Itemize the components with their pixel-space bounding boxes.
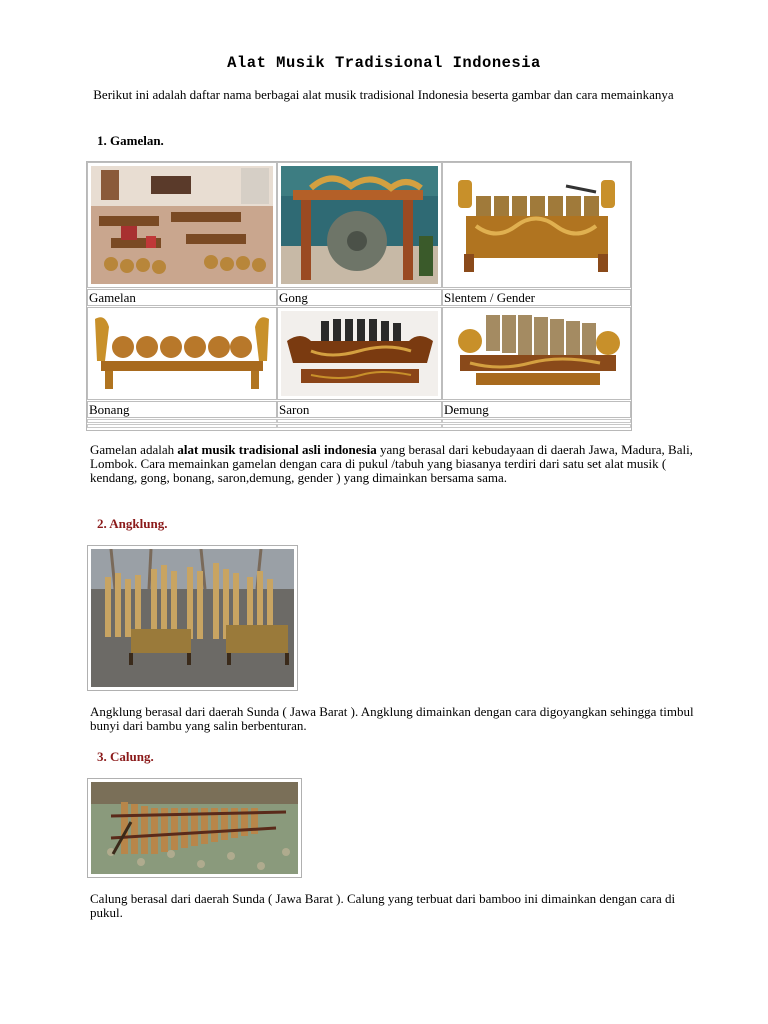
- gamelan-image: [91, 166, 273, 284]
- angklung-image-frame: [87, 545, 298, 691]
- caption-saron: Saron: [277, 401, 442, 418]
- slentem-image-cell: [442, 162, 631, 288]
- caption-demung: Demung: [442, 401, 631, 418]
- calung-heading: 3. Calung.: [97, 749, 154, 764]
- empty-row-cell: [87, 424, 277, 428]
- saron-image: [281, 311, 438, 396]
- intro-text: Berikut ini adalah daftar nama berbagai alat musik tradisional Indonesia beserta gambar dan cara memainkanya: [93, 87, 674, 102]
- page-title: Alat Musik Tradisional Indonesia: [227, 54, 541, 72]
- caption-bonang: Bonang: [87, 401, 277, 418]
- calung-image-frame: [87, 778, 302, 878]
- caption-gong: Gong: [277, 289, 442, 306]
- gamelan-heading: 1. Gamelan.: [97, 133, 164, 148]
- empty-row-cell: [87, 419, 277, 423]
- bonang-image: [91, 311, 273, 396]
- gamelan-image-cell: [87, 162, 277, 288]
- angklung-image: [91, 549, 294, 687]
- slentem-image: [446, 166, 627, 284]
- empty-row-cell: [442, 419, 631, 423]
- calung-description: Calung berasal dari daerah Sunda ( Jawa Barat ). Calung yang terbuat dari bamboo ini dimainkan dengan cara di pukul.: [90, 891, 676, 920]
- gamelan-description: Gamelan adalah alat musik tradisional asli indonesia yang berasal dari kebudayaan di daerah Jawa, Madura, Bali, Lombok. Cara memainkan gamelan dengan cara di pukul /tabuh yang biasanya terdiri dari satu set alat musik ( kendang, gong, bonang, saron,demung, gender ) yang dimainkan bersama sama.: [90, 442, 693, 485]
- angklung-heading: 2. Angklung.: [97, 516, 168, 531]
- gong-image-cell: [277, 162, 442, 288]
- saron-image-cell: [277, 307, 442, 400]
- angklung-description: Angklung berasal dari daerah Sunda ( Jawa Barat ). Angklung dimainkan dengan cara digoyangkan sehingga timbul bunyi dari bambu yang salin berbenturan.: [90, 704, 694, 733]
- caption-slentem-gender: Slentem / Gender: [442, 289, 631, 306]
- empty-row-cell: [442, 424, 631, 428]
- gong-image: [281, 166, 438, 284]
- demung-image-cell: [442, 307, 631, 400]
- demung-image: [446, 311, 627, 396]
- caption-gamelan: Gamelan: [87, 289, 277, 306]
- empty-row-cell: [277, 419, 442, 423]
- bonang-image-cell: [87, 307, 277, 400]
- calung-image: [91, 782, 298, 874]
- empty-row-cell: [277, 424, 442, 428]
- gamelan-table: [86, 161, 632, 431]
